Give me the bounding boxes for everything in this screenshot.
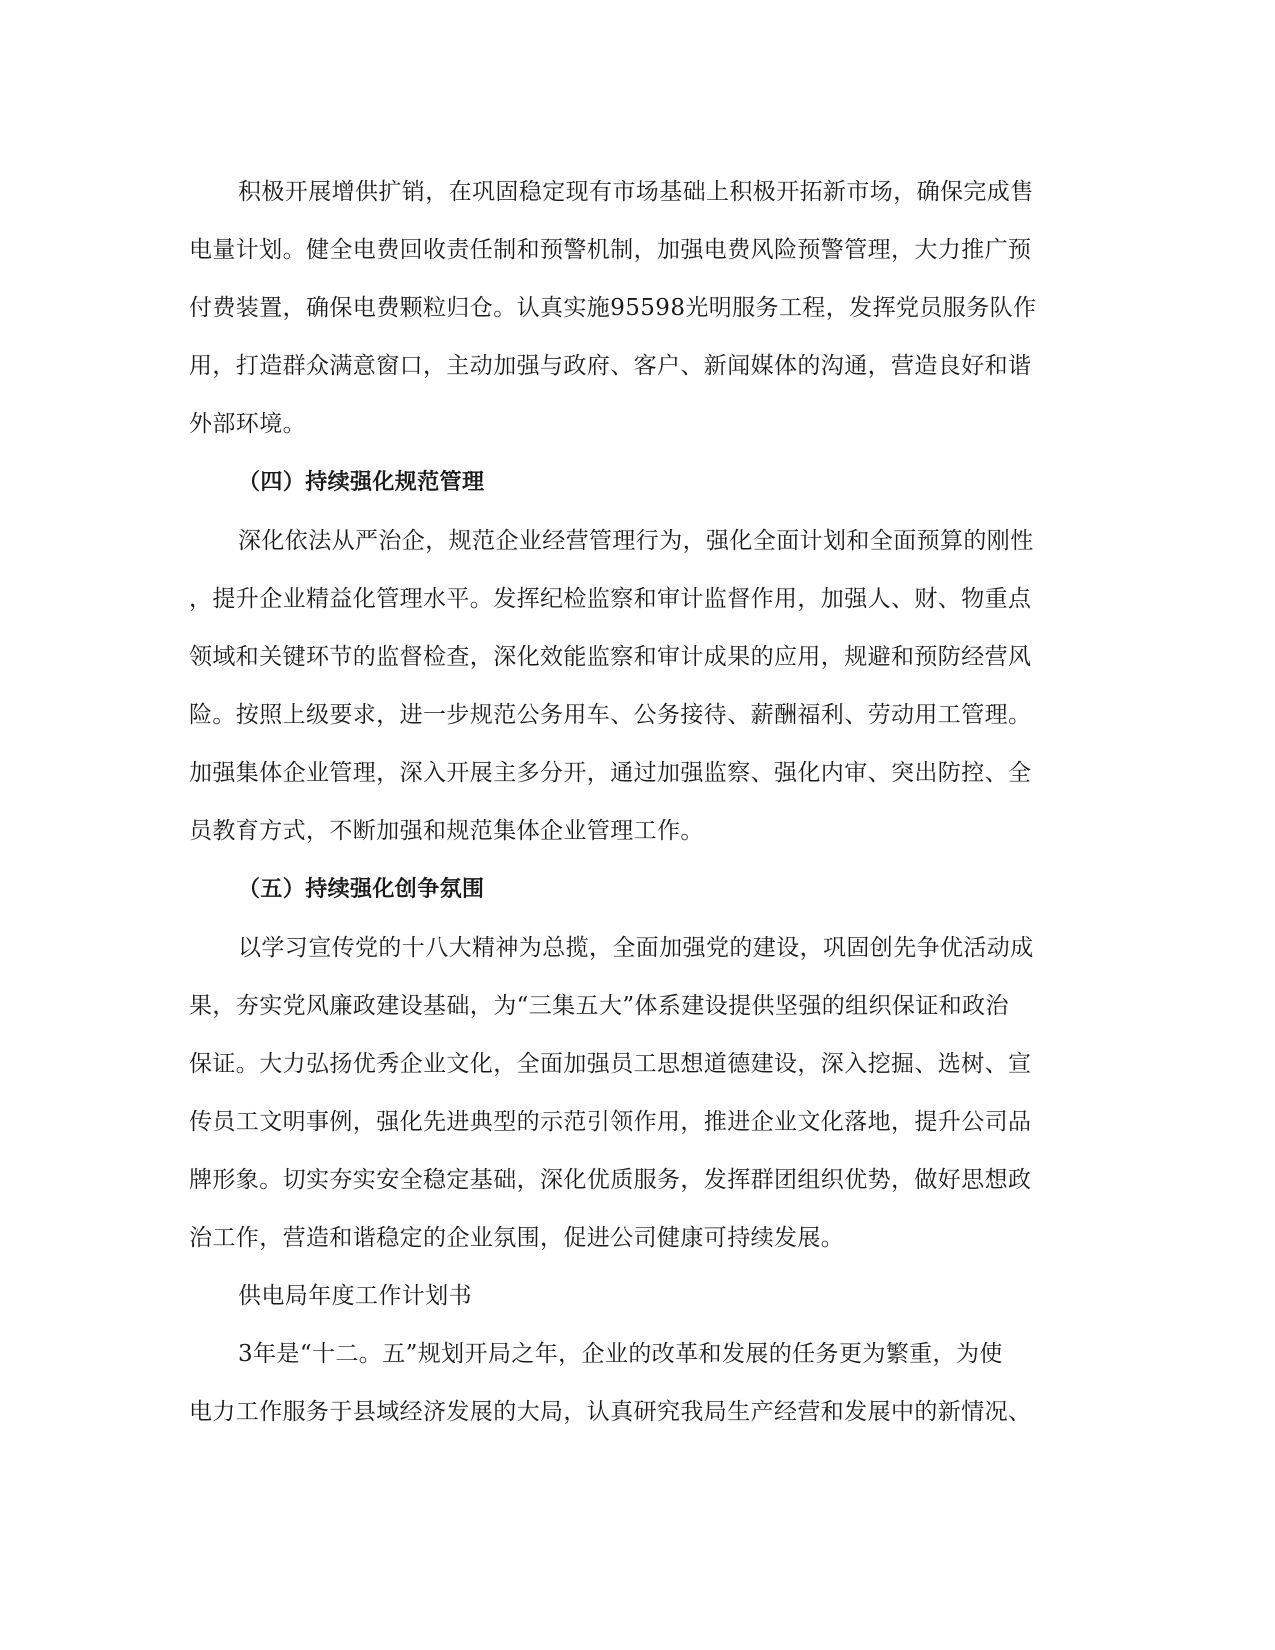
para4-line-1: 3年是“十二。五”规划开局之年，企业的改革和发展的任务更为繁重，为使 [238, 1341, 1003, 1367]
para3-line-4: 传员工文明事例，强化先进典型的示范引领作用，推进企业文化落地，提升公司品 [189, 1109, 1032, 1135]
para1-line-4: 用，打造群众满意窗口，主动加强与政府、客户、新闻媒体的沟通，营造良好和谐 [189, 353, 1032, 379]
para3-line-2: 果，夯实党风廉政建设基础，为“三集五大”体系建设提供坚强的组织保证和政治 [189, 993, 1009, 1019]
para2-line-3: 领域和关键环节的监督检查，深化效能监察和审计成果的应用，规避和预防经营风 [189, 644, 1032, 670]
para1-line-2: 电量计划。健全电费回收责任制和预警机制，加强电费风险预警管理，大力推广预 [189, 237, 1032, 263]
document-title: 供电局年度工作计划书 [238, 1283, 472, 1309]
section-heading-5: （五）持续强化创争氛围 [238, 877, 485, 902]
para3-line-3: 保证。大力弘扬优秀企业文化，全面加强员工思想道德建设，深入挖掘、选树、宣 [189, 1051, 1032, 1077]
para2-line-5: 加强集体企业管理，深入开展主多分开，通过加强监察、强化内审、突出防控、全 [189, 760, 1032, 786]
para2-line-4: 险。按照上级要求，进一步规范公务用车、公务接待、薪酬福利、劳动用工管理。 [189, 702, 1032, 728]
para2-line-6: 员教育方式，不断加强和规范集体企业管理工作。 [189, 818, 704, 844]
para2-line-1: 深化依法从严治企，规范企业经营管理行为，强化全面计划和全面预算的刚性 [238, 528, 1034, 554]
para3-line-6: 治工作，营造和谐稳定的企业氛围，促进公司健康可持续发展。 [189, 1225, 845, 1251]
para1-line-5: 外部环境。 [189, 411, 306, 437]
para2-line-2: ，提升企业精益化管理水平。发挥纪检监察和审计监督作用，加强人、财、物重点 [189, 586, 1032, 612]
para3-line-5: 牌形象。切实夯实安全稳定基础，深化优质服务，发挥群团组织优势，做好思想政 [189, 1167, 1032, 1193]
para1-line-1: 积极开展增供扩销，在巩固稳定现有市场基础上积极开拓新市场，确保完成售 [238, 179, 1034, 205]
para4-line-2: 电力工作服务于县域经济发展的大局，认真研究我局生产经营和发展中的新情况、 [189, 1399, 1032, 1425]
para1-line-3: 付费装置，确保电费颗粒归仓。认真实施95598光明服务工程，发挥党员服务队作 [189, 295, 1037, 321]
section-heading-4: （四）持续强化规范管理 [238, 470, 485, 495]
para3-line-1: 以学习宣传党的十八大精神为总揽，全面加强党的建设，巩固创先争优活动成 [238, 935, 1034, 961]
